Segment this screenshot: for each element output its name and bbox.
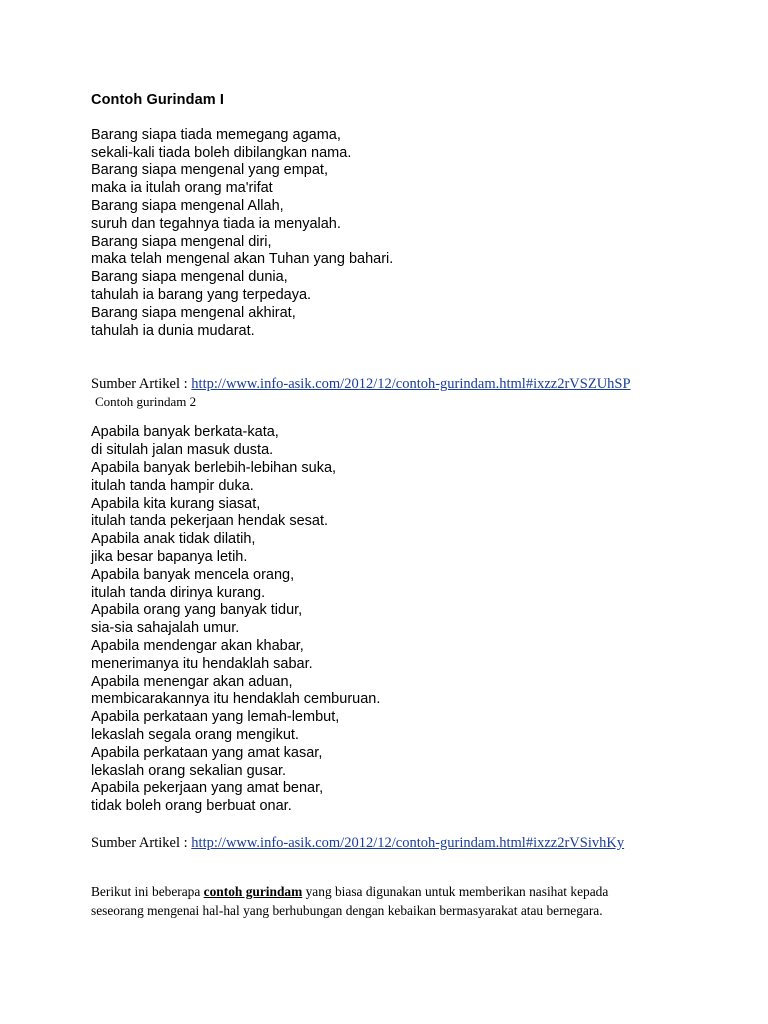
poem-line: itulah tanda dirinya kurang. [91, 584, 266, 601]
poem-line: Apabila anak tidak dilatih, [91, 531, 256, 548]
poem-line: Barang siapa mengenal dunia, [91, 269, 288, 286]
section1-title: Contoh Gurindam I [91, 92, 224, 108]
poem-line: di situlah jalan masuk dusta. [91, 442, 274, 459]
poem-line: lekaslah segala orang mengikut. [91, 726, 299, 743]
poem-line: jika besar bapanya letih. [91, 548, 248, 565]
poem-line: Barang siapa mengenal Allah, [91, 197, 284, 214]
poem-line: suruh dan tegahnya tiada ia menyalah. [91, 215, 341, 232]
section2-source [91, 834, 731, 852]
closing-text-after: yang biasa digunakan untuk memberikan nasihat kepada [302, 883, 609, 899]
poem-line: Apabila banyak berkata-kata, [91, 424, 279, 441]
poem-line: maka ia itulah orang ma'rifat [91, 180, 273, 197]
poem-line: Apabila banyak berlebih-lebihan suka, [91, 459, 337, 476]
poem-line: Apabila menengar akan aduan, [91, 673, 293, 690]
closing-text-before: Berikut ini beberapa [91, 883, 204, 899]
closing-line-2: seseorang mengenai hal-hal yang berhubungan dengan kebaikan bermasyarakat atau bernegara. [91, 902, 603, 918]
poem-line: Apabila kita kurang siasat, [91, 495, 261, 512]
poem-line: Apabila perkataan yang amat kasar, [91, 744, 323, 761]
document-page [91, 92, 731, 920]
poem-line: Apabila perkataan yang lemah-lembut, [91, 709, 340, 726]
section1-source [91, 375, 731, 393]
poem-line: Barang siapa mengenal diri, [91, 233, 272, 250]
poem-line: Barang siapa tiada memegang agama, [91, 126, 341, 143]
poem-line: tidak boleh orang berbuat onar. [91, 798, 292, 815]
poem-line: lekaslah orang sekalian gusar. [91, 762, 287, 779]
source-label: Sumber Artikel : [91, 834, 192, 851]
poem-line: sia-sia sahajalah umur. [91, 620, 240, 637]
poem-line: Barang siapa mengenal akhirat, [91, 304, 296, 321]
closing-line-1 [91, 882, 731, 901]
poem-line: itulah tanda hampir duka. [91, 477, 254, 494]
poem-line: itulah tanda pekerjaan hendak sesat. [91, 513, 329, 530]
section2-poem [91, 424, 731, 816]
poem-line: menerimanya itu hendaklah sabar. [91, 655, 313, 672]
poem-line: Barang siapa mengenal yang empat, [91, 162, 328, 179]
section1-poem [91, 127, 731, 341]
section2-title: Contoh gurindam 2 [95, 394, 197, 410]
poem-line: tahulah ia dunia mudarat. [91, 322, 255, 339]
poem-line: maka telah mengenal akan Tuhan yang bahari. [91, 251, 394, 268]
poem-line: Apabila orang yang banyak tidur, [91, 602, 303, 619]
poem-line: Apabila pekerjaan yang amat benar, [91, 780, 324, 797]
source-label: Sumber Artikel : [91, 376, 192, 393]
contoh-gurindam-link[interactable]: contoh gurindam [203, 883, 303, 899]
source-link[interactable]: http://www.info-asik.com/2012/12/contoh-gurindam.html#ixzz2rVSZUhSP [191, 376, 631, 393]
poem-line: Apabila mendengar akan khabar, [91, 637, 304, 654]
poem-line: membicarakannya itu hendaklah cemburuan. [91, 691, 381, 708]
poem-line: Apabila banyak mencela orang, [91, 566, 295, 583]
source-link[interactable]: http://www.info-asik.com/2012/12/contoh-gurindam.html#ixzz2rVSivhKy [191, 834, 625, 851]
poem-line: sekali-kali tiada boleh dibilangkan nama. [91, 144, 352, 161]
poem-line: tahulah ia barang yang terpedaya. [91, 286, 312, 303]
closing-paragraph [91, 882, 731, 920]
